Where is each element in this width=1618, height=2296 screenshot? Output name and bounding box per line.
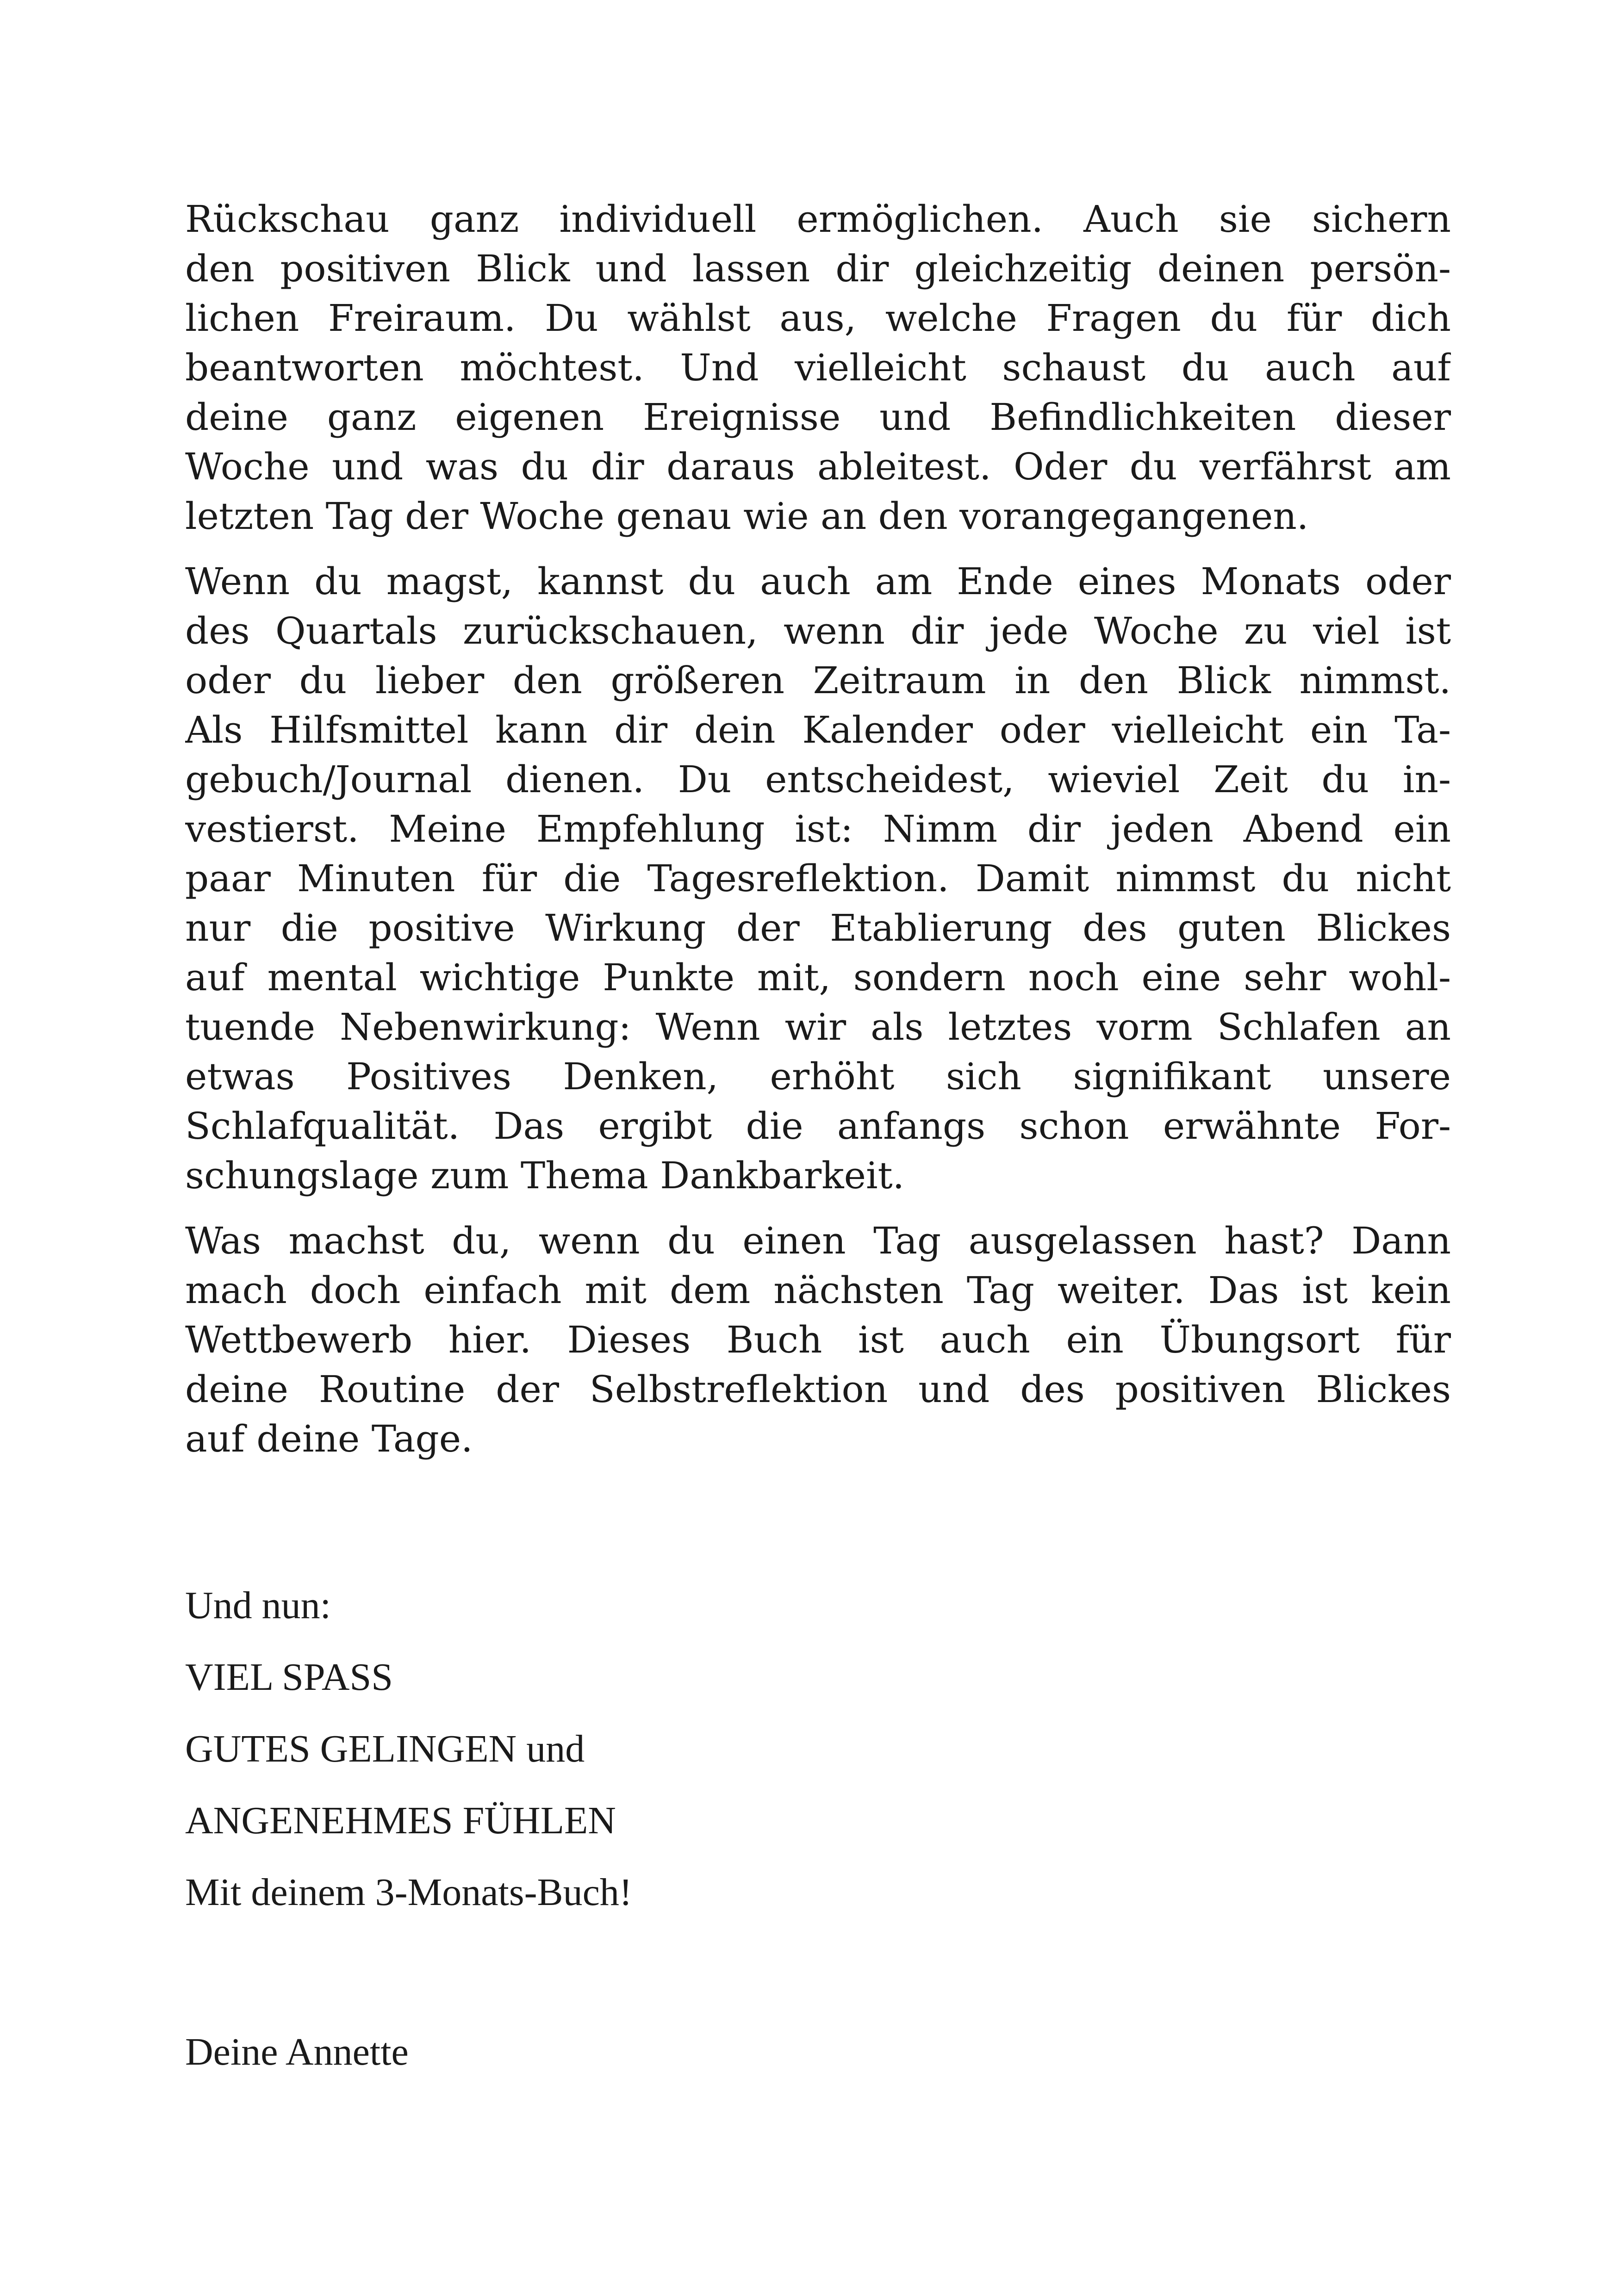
closing-line-angenehmes-fuehlen: ANGENEHMES FÜHLEN xyxy=(185,1799,616,1842)
text-line: letzten Tag der Woche genau wie an den vorangegangenen. xyxy=(185,495,1309,538)
text-line: Was machst du, wenn du einen Tag ausgelassen hast? Dann xyxy=(185,1219,1451,1262)
closing-line-buch: Mit deinem 3-Monats-Buch! xyxy=(185,1871,632,1914)
body-text xyxy=(185,194,1451,1464)
text-line: Wenn du magst, kannst du auch am Ende eines Monats oder xyxy=(185,560,1451,603)
text-line: lichen Freiraum. Du wählst aus, welche Fragen du für dich xyxy=(185,297,1451,340)
text-line: gebuch/Journal dienen. Du entscheidest, wieviel Zeit du in- xyxy=(185,758,1451,801)
text-line: deine ganz eigenen Ereignisse und Befindlichkeiten dieser xyxy=(185,396,1451,439)
closing-line-viel-spass: VIEL SPASS xyxy=(185,1656,393,1699)
text-line: Als Hilfsmittel kann dir dein Kalender oder vielleicht ein Ta- xyxy=(185,708,1451,751)
text-line: Schlafqualität. Das ergibt die anfangs schon erwähnte For- xyxy=(185,1105,1451,1148)
text-line: vestierst. Meine Empfehlung ist: Nimm dir jeden Abend ein xyxy=(185,807,1451,850)
text-line: Wettbewerb hier. Dieses Buch ist auch ein Übungsort für xyxy=(185,1318,1451,1361)
text-line: nur die positive Wirkung der Etablierung des guten Blickes xyxy=(185,906,1451,949)
text-line: tuende Nebenwirkung: Wenn wir als letztes vorm Schlafen an xyxy=(185,1005,1451,1049)
paragraph-3 xyxy=(185,1216,1451,1464)
closing-line-gutes-gelingen: GUTES GELINGEN und xyxy=(185,1727,585,1770)
text-line: etwas Positives Denken, erhöht sich signifikant unsere xyxy=(185,1055,1451,1098)
text-line: schungslage zum Thema Dankbarkeit. xyxy=(185,1154,905,1197)
paragraph-1 xyxy=(185,194,1451,541)
paragraph-2 xyxy=(185,557,1451,1200)
text-line: beantworten möchtest. Und vielleicht schaust du auch auf xyxy=(185,346,1451,389)
signature: Deine Annette xyxy=(185,2030,409,2073)
text-line: auf mental wichtige Punkte mit, sondern noch eine sehr wohl- xyxy=(185,956,1451,999)
text-line: den positiven Blick und lassen dir gleichzeitig deinen persön- xyxy=(185,247,1451,290)
text-line: auf deine Tage. xyxy=(185,1417,473,1460)
text-line: des Quartals zurückschauen, wenn dir jede Woche zu viel ist xyxy=(185,609,1451,652)
text-line: mach doch einfach mit dem nächsten Tag weiter. Das ist kein xyxy=(185,1269,1451,1312)
text-line: Rückschau ganz individuell ermöglichen. Auch sie sichern xyxy=(185,198,1451,241)
closing-intro: Und nun: xyxy=(185,1584,331,1627)
text-line: deine Routine der Selbstreflektion und des positiven Blickes xyxy=(185,1368,1451,1411)
text-line: paar Minuten für die Tagesreflektion. Damit nimmst du nicht xyxy=(185,857,1451,900)
text-line: Woche und was du dir daraus ableitest. Oder du verfährst am xyxy=(185,445,1451,488)
text-line: oder du lieber den größeren Zeitraum in den Blick nimmst. xyxy=(185,659,1451,702)
